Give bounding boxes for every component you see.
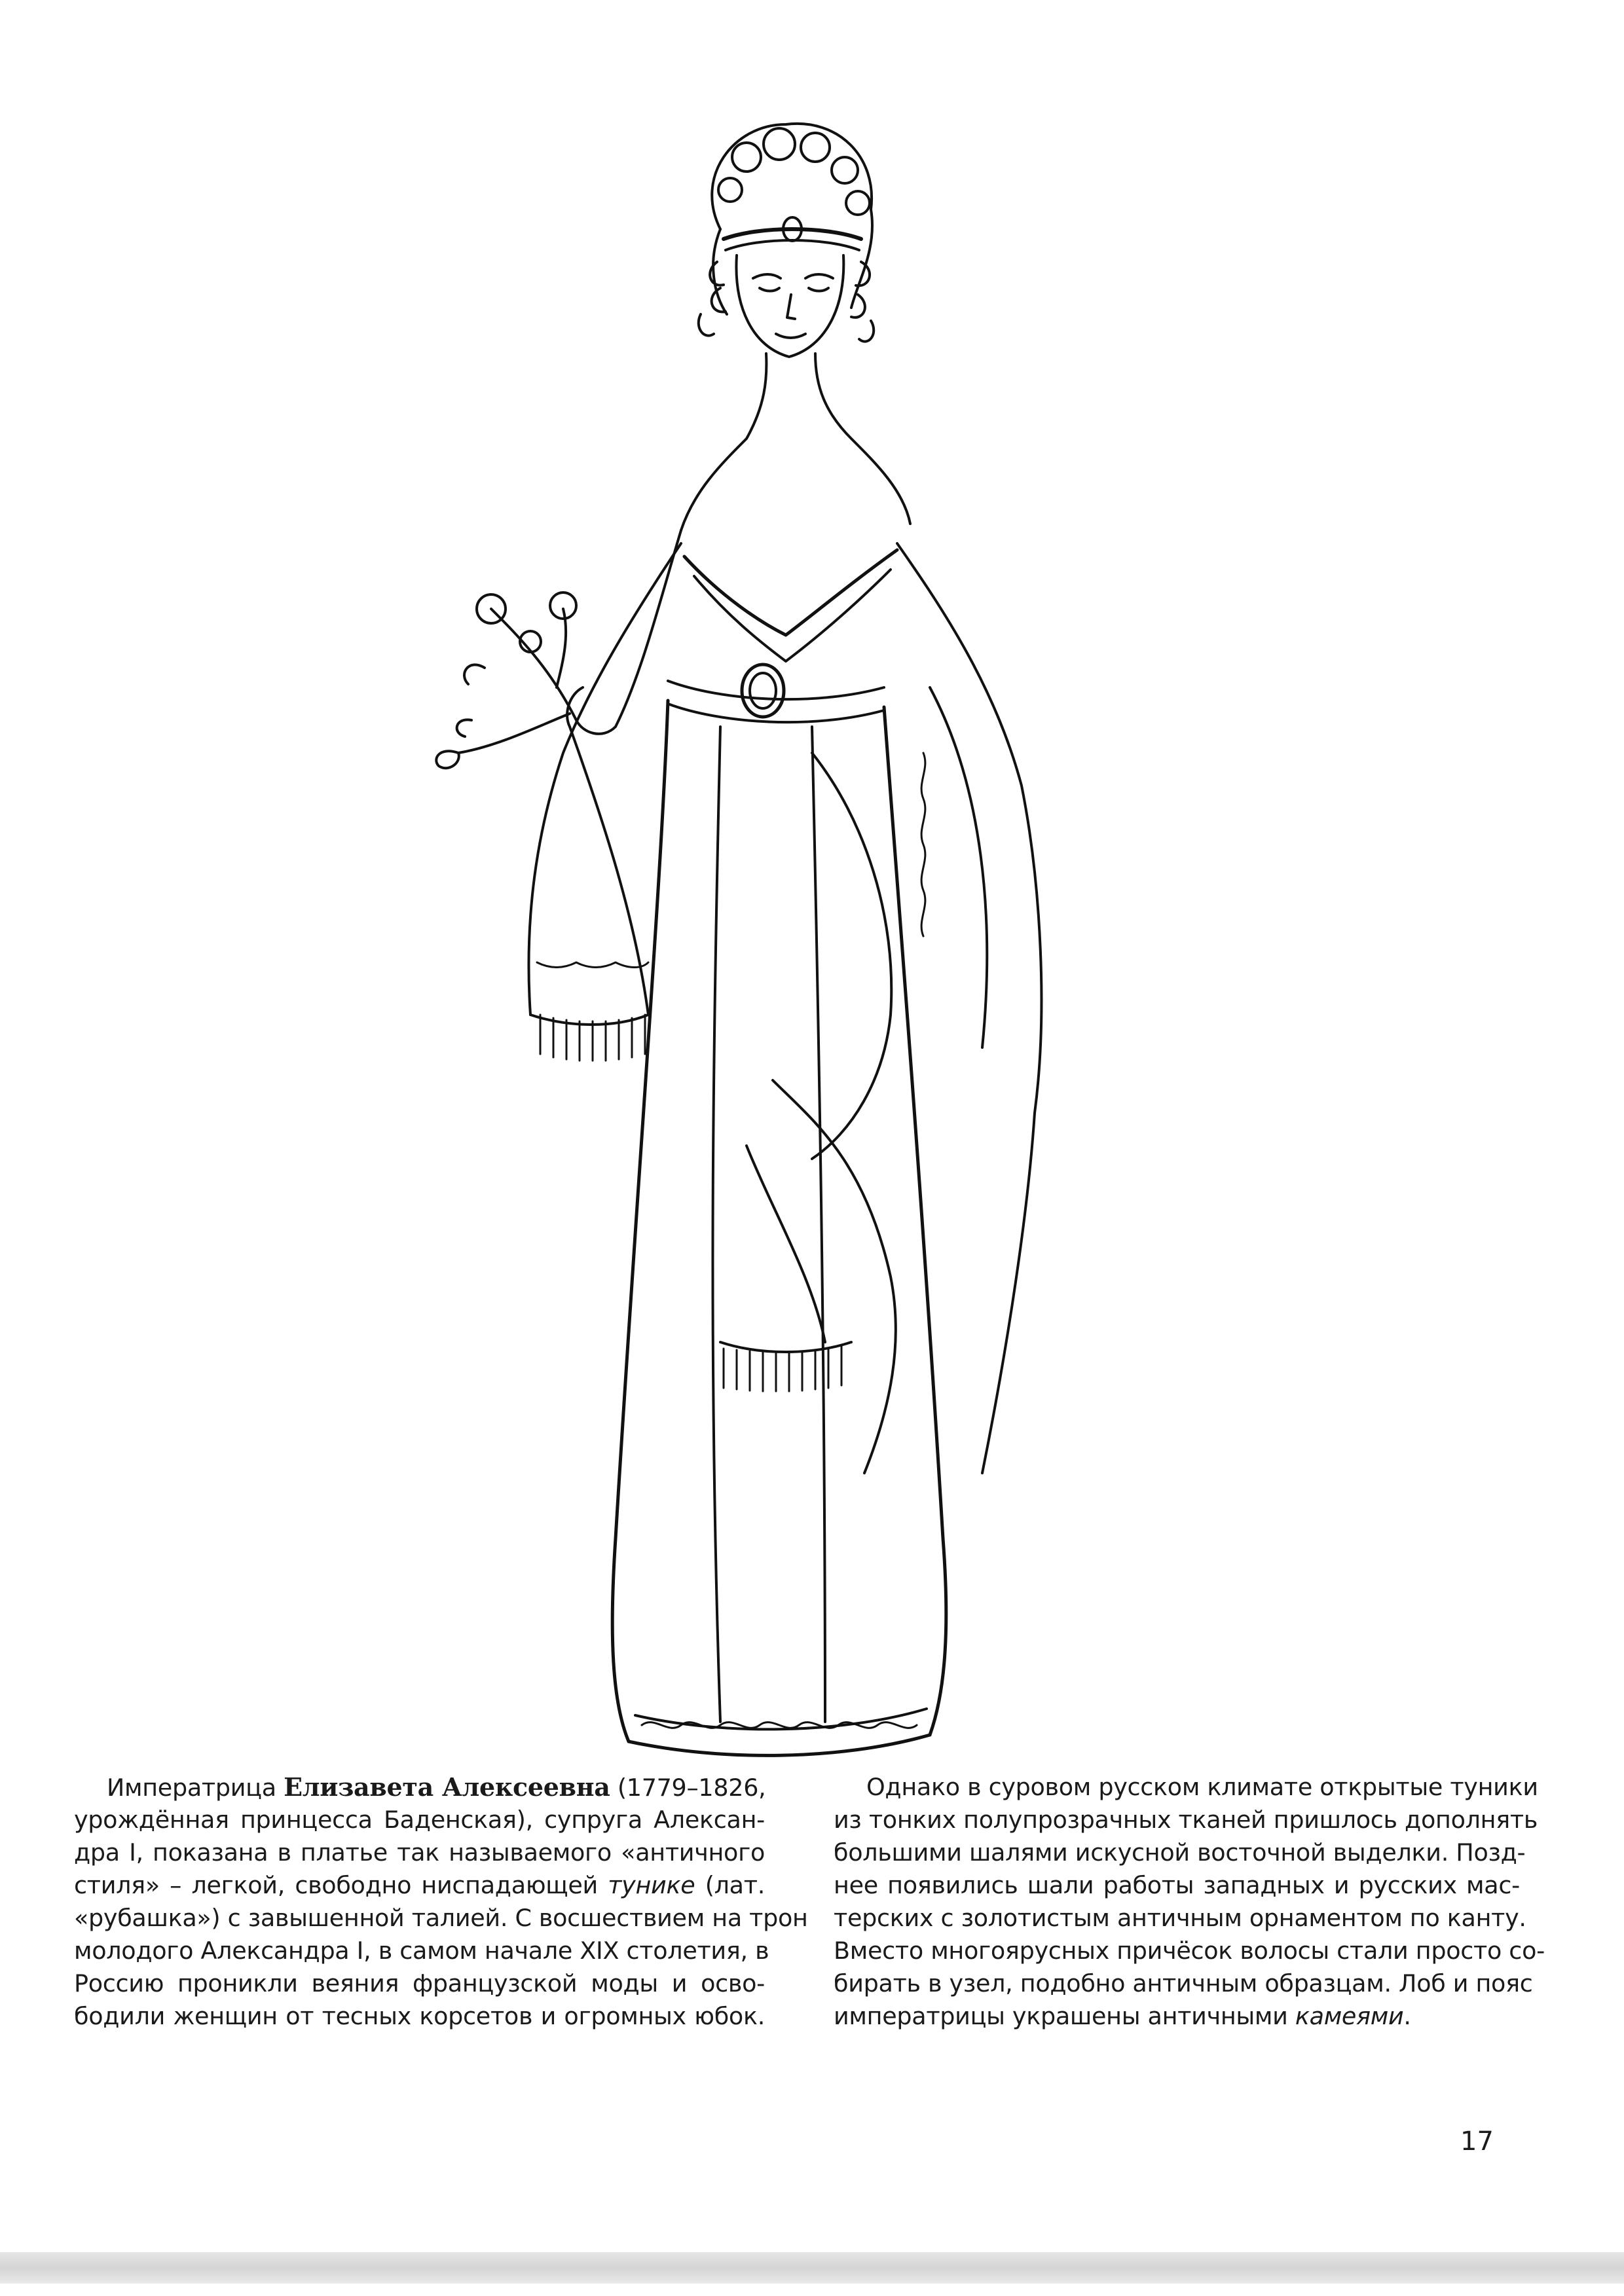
caption-left-line-4 [74,1869,765,1902]
caption-right-line-2: из тонких полупрозрачных тканей пришлось дополнять [834,1806,1538,1834]
caption-right-line-7: бирать в узел, подобно античным образцам. Лоб и пояс [834,1969,1533,1997]
term-cameos: камеями [1295,2002,1404,2030]
caption-left-intro: Императрица [107,1774,284,1802]
headband [724,229,861,239]
caption-left-line-3: дра I, показана в платье так называемого «античного [74,1838,765,1867]
caption-right-column [834,1771,1545,2033]
caption-left-line-4-post: (лат. [695,1871,765,1899]
caption-left-line-5: «рубашка») с завышенной талией. С восшествием на трон [74,1904,808,1932]
face [736,255,843,357]
caption-right-line-8 [834,2000,1520,2033]
hair-curls [699,124,874,342]
caption-left-line-1 [74,1771,765,1804]
term-tunic: тунике [608,1871,695,1899]
caption-right-line-8-pre: императрицы украшены античными [834,2002,1295,2030]
caption-right-line-3: большими шалями искусной восточной выделки. Позд- [834,1838,1526,1867]
caption-right-line-8-post: . [1403,2002,1411,2030]
caption-left-line-4-pre: стиля» – легкой, свободно ниспадающей [74,1871,608,1899]
caption-right-line-1: Однако в суровом русском климате открытые туники [866,1773,1538,1801]
caption-right-line-5: терских с золотистым античным орнаментом по канту. [834,1904,1526,1932]
caption-left-line-8: бодили женщин от тесных корсетов и огромных юбок. [74,2002,765,2030]
shawl [528,543,1041,1473]
caption-left-column [74,1771,808,2033]
caption-left-line-2: урождённая принцесса Баденская), супруга Алексан- [74,1806,765,1834]
caption-right-line-4: нее появились шали работы западных и русских мас- [834,1871,1520,1899]
tunic-dress [612,701,668,1741]
caption-left-line-6: молодого Александра I, в самом начале XIX столетия, в [74,1937,769,1965]
caption-left-dates: (1779–1826, [610,1774,766,1802]
caption-right-line-6: Вместо многоярусных причёсок волосы стали просто со- [834,1937,1545,1965]
flower-sprig [436,592,576,768]
page-number: 17 [1460,2126,1494,2157]
arm [576,530,681,734]
caption-left-line-7: Россию проникли веяния французской моды и осво- [74,1969,765,1997]
scan-edge-strip [0,2252,1624,2284]
empress-elizabeth-illustration [354,98,1205,1781]
empress-name: Елизавета Алексеевна [284,1772,610,1802]
